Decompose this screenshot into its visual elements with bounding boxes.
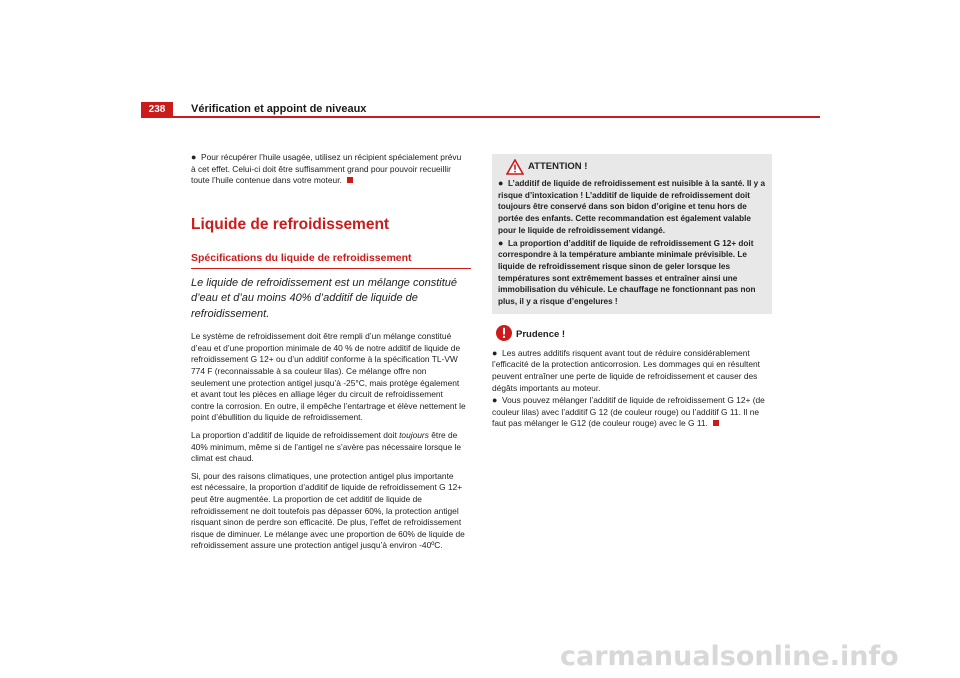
bullet-icon: ● [191,152,197,162]
caution-heading [492,328,768,342]
bullet-icon: ● [492,395,498,406]
body-paragraph-2-start: La proportion d’additif de liquide de refroidissement doit [191,430,400,441]
caution-item-text: Vous pouvez mélanger l’additif de liquide de refroidissement G 12+ (de couleur lilas) avec l’additif G 12 (de couleur rouge) ou l’additif G 11. Il ne faut pas mélanger le G12 (de couleur rouge) avec le G 11. [492,395,765,429]
body-paragraph-2 [191,430,467,465]
caution-title: Prudence ! [516,328,566,340]
warning-item-text: L’additif de liquide de refroidissement est nuisible à la santé. Il y a risque d’intoxication ! L’additif de liquide de refroidissement doit toujours être conservé dans son bidon d’origine et tenu hors de portée des enfants. Cette recommandation est également valable pour le liquide de refroidissement vidangé. [498,179,766,235]
intro-text: Pour récupérer l’huile usagée, utilisez un récipient spécialement prévu à cet effet. Celui-ci doit être suffisamment grand pour pouvoir recueillir toute l’huile contenue dans votre moteur. [191,152,462,186]
body-paragraph-2-end: être de 40% minimum, même si de l’antigel ne s’avère pas nécessaire lorsque le climat est chaud. [191,430,461,464]
page-number: 238 [141,102,173,117]
left-column [191,152,467,552]
bullet-icon: ● [498,237,504,248]
section-title: Liquide de refroidissement [191,215,390,233]
end-mark-icon [713,420,719,426]
intro-paragraph [191,152,467,187]
caution-item [492,395,768,430]
warning-box [492,154,772,314]
page-header-title: Vérification et appoint de niveaux [191,103,367,115]
caution-item [492,348,768,394]
caution-exclamation-icon [495,324,513,342]
warning-text [498,178,766,308]
bullet-icon: ● [492,347,498,358]
body-text [191,331,467,552]
body-paragraph-1: Le système de refroidissement doit être rempli d’un mélange constitué d’eau et d’une proportion minimale de 40 % de notre additif de liquide de refroidissement G 12+ ou d’un additif conforme à la spécification TL-VW 774 F (reconnaissable à sa couleur lilas). Ce mélange offre non seulement une protection antigel jusqu’à -25°C, mais protège également et avant tout les pièces en alliage léger du circuit de refroidissement contre la corrosion. En outre, il empêche l’entartrage et élève nettement le point d’ébullition du liquide de refroidissement. [191,331,466,423]
end-mark-icon [347,177,353,183]
lead-paragraph: Le liquide de refroidissement est un mélange constitué d’eau et d’au moins 40% d’additif de liquide de refroidissement. [191,276,457,320]
body-paragraph-2-emphasis: toujours [399,430,429,441]
header-divider [141,116,820,118]
bullet-icon: ● [498,178,504,188]
right-column [492,154,768,430]
watermark [560,642,940,672]
subsection-title: Spécifications du liquide de refroidissement [191,251,471,269]
caution-item-text: Les autres additifs risquent avant tout de réduire considérablement l’efficacité de la protection anticorrosion. Les dommages qui en résultent peuvent entraîner une perte de liquide de refroidissement et causer des dégâts importants au moteur. [492,347,760,393]
body-paragraph-3: Si, pour des raisons climatiques, une protection antigel plus importante est nécessaire, la proportion d’additif de liquide de refroidissement G 12+ peut être augmentée. La proportion de cet additif de liquide de refroidissement ne doit toutefois pas dépasser 60%, la protection antigel risquant sinon de perdre son efficacité. De plus, l’effet de refroidissement risque de diminuer. Le mélange avec une proportion de 60% de liquide de refroidissement assure une protection antigel jusqu’à environ -40ºC. [191,470,465,551]
warning-title: ATTENTION ! [528,161,588,172]
caution-text [492,348,768,430]
watermark-text: carmanualsonline.info [560,641,899,672]
warning-triangle-icon [506,159,524,175]
warning-heading [498,160,766,174]
warning-item [498,178,766,237]
warning-item [498,238,766,308]
warning-item-text: La proportion d’additif de liquide de refroidissement G 12+ doit correspondre à la température ambiante minimale prévisible. Le liquide de refroidissement risque sinon de geler lorsque les températures sont extrêmement basses et entraîner ainsi une immobilisation du véhicule. Le chauffage ne fonctionnant pas non plus, il y a risque d’engelures ! [498,238,756,307]
